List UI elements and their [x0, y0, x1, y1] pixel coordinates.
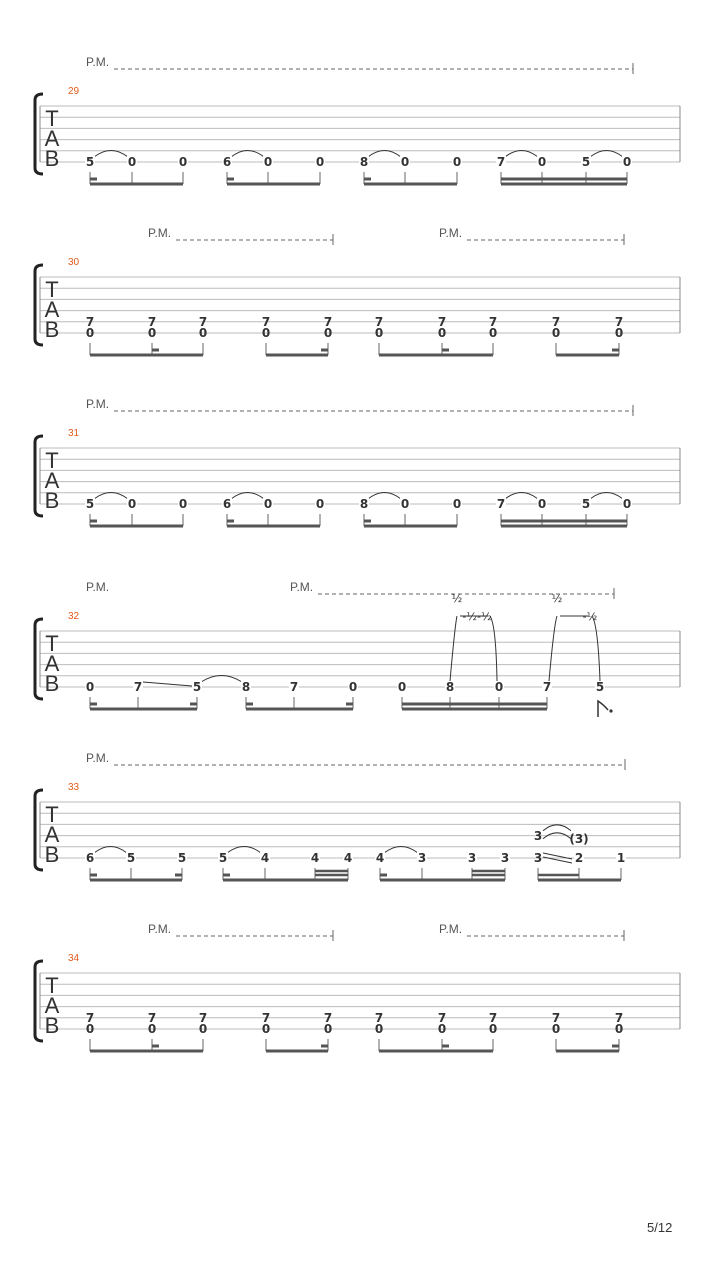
fret-number: 0 — [374, 326, 384, 340]
tab-clef-letter: A — [44, 468, 60, 493]
fret-number: 0 — [488, 1022, 498, 1036]
fret-number: 0 — [614, 1022, 624, 1036]
fret-number: 0 — [551, 1022, 561, 1036]
fret-number: 4 — [310, 851, 320, 865]
slur — [94, 151, 128, 158]
palm-mute-label: P.M. — [439, 226, 463, 240]
fret-number: 3 — [500, 851, 510, 865]
slur — [94, 493, 128, 500]
tab-clef-letter: A — [44, 297, 60, 322]
fret-number: 0 — [178, 155, 188, 169]
fret-number: 0 — [537, 497, 547, 511]
fret-number: 8 — [359, 155, 369, 169]
bend-curve — [450, 616, 457, 681]
fret-number: 7 — [147, 1010, 157, 1025]
fret-number: 7 — [323, 314, 333, 329]
fret-number: 5 — [218, 851, 228, 865]
fret-number: 7 — [437, 314, 447, 329]
bend-curve — [592, 616, 600, 681]
fret-number: 0 — [315, 497, 325, 511]
tab-system — [35, 226, 680, 355]
tab-clef-letter: A — [44, 993, 60, 1018]
fret-number: 0 — [437, 1022, 447, 1036]
slide — [143, 682, 192, 686]
tab-clef-letter: T — [45, 802, 59, 827]
fret-number: 0 — [551, 326, 561, 340]
fret-number: 7 — [614, 1010, 624, 1025]
fret-number: 0 — [622, 497, 632, 511]
tab-clef-letter: B — [44, 1013, 60, 1038]
slur — [590, 493, 623, 500]
fret-number: 7 — [374, 1010, 384, 1025]
fret-number: 5 — [581, 155, 591, 169]
measure-number: 32 — [68, 611, 80, 622]
fret-number: 0 — [452, 155, 462, 169]
palm-mute-label: P.M. — [290, 580, 314, 594]
fret-number: 7 — [614, 314, 624, 329]
tab-system — [35, 751, 680, 880]
fret-number: 0 — [374, 1022, 384, 1036]
tab-system — [35, 397, 680, 526]
palm-mute-label: P.M. — [86, 55, 110, 69]
fret-number: 3 — [533, 851, 543, 865]
fret-number: 0 — [452, 497, 462, 511]
fret-number: 0 — [537, 155, 547, 169]
fret-number: 5 — [85, 155, 95, 169]
fret-number: 5 — [192, 680, 202, 694]
bend-curve — [490, 616, 497, 681]
tab-clef-letter: T — [45, 973, 59, 998]
fret-number: 8 — [445, 680, 455, 694]
fret-number: 6 — [222, 155, 232, 169]
fret-number: 0 — [85, 1022, 95, 1036]
bend-amount: ½ — [451, 592, 463, 605]
slur — [384, 847, 418, 854]
fret-number: 7 — [496, 155, 506, 169]
fret-number: 4 — [343, 851, 353, 865]
dot — [609, 709, 612, 712]
fret-number: 5 — [85, 497, 95, 511]
fret-number: 7 — [488, 1010, 498, 1025]
fret-number: 0 — [85, 326, 95, 340]
fret-number: 7 — [542, 680, 552, 694]
fret-number: 7 — [133, 680, 143, 694]
measure-number: 30 — [68, 257, 80, 268]
fret-number: 7 — [323, 1010, 333, 1025]
slur — [231, 493, 264, 500]
fret-number: 0 — [614, 326, 624, 340]
measure-number: 31 — [68, 428, 80, 439]
bend-amount: -½-½ — [462, 610, 492, 623]
fret-number: 7 — [85, 1010, 95, 1025]
slur — [231, 151, 264, 158]
fret-number: 0 — [198, 326, 208, 340]
fret-number: 1 — [616, 851, 626, 865]
tab-clef-letter: B — [44, 671, 60, 696]
rest — [598, 701, 608, 717]
tab-clef-letter: A — [44, 126, 60, 151]
slur — [505, 151, 538, 158]
fret-number: 0 — [622, 155, 632, 169]
fret-number: 7 — [261, 314, 271, 329]
fret-number: 5 — [595, 680, 605, 694]
palm-mute-label: P.M. — [86, 580, 110, 594]
fret-number: 5 — [126, 851, 136, 865]
slur — [590, 151, 623, 158]
fret-number: 0 — [127, 497, 137, 511]
fret-number: 0 — [397, 680, 407, 694]
tab-clef-letter: B — [44, 488, 60, 513]
palm-mute-label: P.M. — [86, 751, 110, 765]
fret-number: 6 — [222, 497, 232, 511]
tab-clef-letter: T — [45, 277, 59, 302]
fret-number: 0 — [198, 1022, 208, 1036]
fret-number: 0 — [147, 1022, 157, 1036]
fret-number: 0 — [323, 1022, 333, 1036]
bend-amount: -½ — [582, 610, 598, 623]
tab-clef-letter: B — [44, 146, 60, 171]
tab-clef-letter: T — [45, 106, 59, 131]
fret-number: 0 — [348, 680, 358, 694]
fret-number: 8 — [241, 680, 251, 694]
fret-number: 7 — [437, 1010, 447, 1025]
slur — [368, 493, 401, 500]
tab-clef-letter: A — [44, 651, 60, 676]
fret-number: 2 — [574, 851, 584, 865]
fret-number: 0 — [494, 680, 504, 694]
fret-number: 7 — [551, 1010, 561, 1025]
slur — [368, 151, 401, 158]
fret-number: 0 — [147, 326, 157, 340]
fret-number: 5 — [581, 497, 591, 511]
fret-number: 0 — [261, 326, 271, 340]
fret-number: 3 — [533, 828, 543, 843]
slur — [227, 847, 261, 854]
measure-number: 34 — [68, 953, 80, 964]
fret-number: 7 — [198, 314, 208, 329]
tab-system — [35, 580, 680, 717]
fret-number: 4 — [375, 851, 385, 865]
fret-number: 0 — [178, 497, 188, 511]
fret-number: 0 — [261, 1022, 271, 1036]
palm-mute-label: P.M. — [439, 922, 463, 936]
tab-clef-letter: T — [45, 631, 59, 656]
fret-number: 8 — [359, 497, 369, 511]
tab-clef-letter: B — [44, 317, 60, 342]
bend-curve — [549, 616, 557, 681]
fret-number: 3 — [417, 851, 427, 865]
fret-number: 7 — [147, 314, 157, 329]
tab-system — [35, 922, 680, 1051]
fret-number: 7 — [198, 1010, 208, 1025]
fret-number: 7 — [551, 314, 561, 329]
fret-number: 7 — [488, 314, 498, 329]
measure-number: 29 — [68, 86, 80, 97]
fret-number: 7 — [374, 314, 384, 329]
fret-number: 0 — [85, 680, 95, 694]
fret-number: 7 — [261, 1010, 271, 1025]
slur — [505, 493, 538, 500]
ghost-note: (3) — [569, 831, 589, 846]
tab-clef-letter: A — [44, 822, 60, 847]
slur — [201, 676, 242, 683]
fret-number: 7 — [496, 497, 506, 511]
palm-mute-label: P.M. — [148, 922, 172, 936]
fret-number: 0 — [127, 155, 137, 169]
fret-number: 0 — [315, 155, 325, 169]
palm-mute-label: P.M. — [86, 397, 110, 411]
fret-number: 4 — [260, 851, 270, 865]
fret-number: 7 — [289, 680, 299, 694]
fret-number: 0 — [263, 497, 273, 511]
measure-number: 33 — [68, 782, 80, 793]
fret-number: 7 — [85, 314, 95, 329]
fret-number: 3 — [467, 851, 477, 865]
fret-number: 0 — [437, 326, 447, 340]
fret-number: 5 — [177, 851, 187, 865]
page-number: 5/12 — [647, 1220, 673, 1235]
slur — [94, 847, 127, 854]
tab-clef-letter: B — [44, 842, 60, 867]
fret-number: 0 — [400, 155, 410, 169]
fret-number: 0 — [400, 497, 410, 511]
fret-number: 0 — [263, 155, 273, 169]
fret-number: 0 — [488, 326, 498, 340]
slur — [543, 825, 571, 831]
bend-amount: ½ — [551, 592, 563, 605]
tab-system — [35, 55, 680, 184]
fret-number: 0 — [323, 326, 333, 340]
palm-mute-label: P.M. — [148, 226, 172, 240]
tab-clef-letter: T — [45, 448, 59, 473]
fret-number: 6 — [85, 851, 95, 865]
